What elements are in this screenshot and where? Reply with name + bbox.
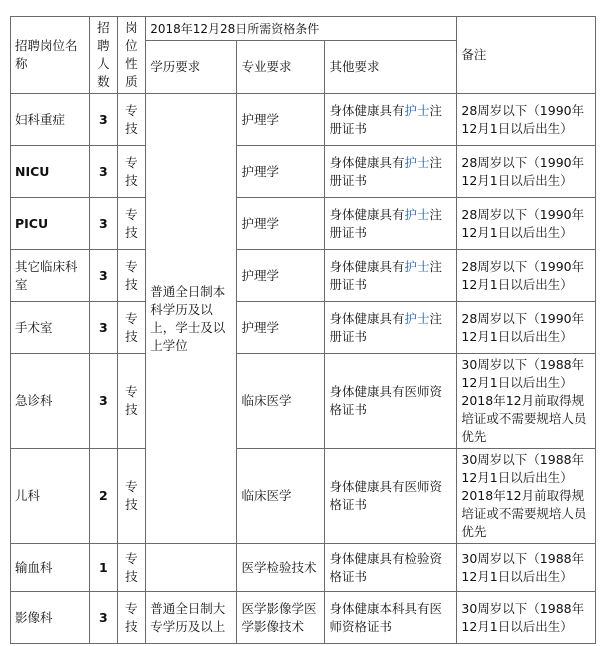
row-name: 儿科 (11, 449, 90, 544)
row-type: 专技 (117, 146, 146, 198)
row-major: 医学影像学医学影像技术 (237, 592, 325, 644)
row-major: 医学检验技术 (237, 544, 325, 592)
header-post-type: 岗位性质 (117, 17, 146, 94)
row-note: 30周岁以下（1988年12月1日以后出生）2018年12月前取得规培证或不需要规培人员优先 (457, 354, 596, 449)
row-num: 1 (90, 544, 117, 592)
row-num: 3 (90, 250, 117, 302)
row-name: 其它临床科室 (11, 250, 90, 302)
header-major: 专业要求 (237, 41, 325, 94)
row-num: 2 (90, 449, 117, 544)
row-other-highlight: 护士 (404, 310, 430, 326)
table-row (11, 449, 596, 544)
row-major: 护理学 (237, 302, 325, 354)
header-remark: 备注 (457, 17, 596, 94)
row-type: 专技 (117, 592, 146, 644)
row-type: 专技 (117, 354, 146, 449)
header-conditions-title: 2018年12月28日所需资格条件 (146, 17, 457, 41)
row-note: 30周岁以下（1988年12月1日以后出生） (457, 544, 596, 592)
row-other-text: 身体健康具有 (329, 206, 405, 222)
row-other (325, 146, 457, 198)
row-major: 临床医学 (237, 354, 325, 449)
row-num: 3 (90, 354, 117, 449)
row-name: PICU (11, 198, 90, 250)
row-type: 专技 (117, 449, 146, 544)
row-type: 专技 (117, 198, 146, 250)
row-other-text-end: 注册证书 (329, 258, 442, 292)
row-note: 28周岁以下（1990年12月1日以后出生） (457, 302, 596, 354)
row-num: 3 (90, 302, 117, 354)
row-other-text: 身体健康具有 (329, 154, 405, 170)
row-note: 28周岁以下（1990年12月1日以后出生） (457, 146, 596, 198)
row-other (325, 94, 457, 146)
row-type: 专技 (117, 250, 146, 302)
recruitment-table (10, 16, 596, 644)
education-blank (146, 544, 237, 592)
row-major: 护理学 (237, 146, 325, 198)
table-row (11, 198, 596, 250)
row-note: 30周岁以下（1988年12月1日以后出生）2018年12月前取得规培证或不需要规培人员优先 (457, 449, 596, 544)
table-row (11, 250, 596, 302)
row-num: 3 (90, 94, 117, 146)
row-other: 身体健康具有检验资格证书 (325, 544, 457, 592)
row-note: 28周岁以下（1990年12月1日以后出生） (457, 250, 596, 302)
header-post-name: 招聘岗位名称 (11, 17, 90, 94)
row-other (325, 302, 457, 354)
row-note: 30周岁以下（1988年12月1日以后出生） (457, 592, 596, 644)
row-name: 妇科重症 (11, 94, 90, 146)
row-major: 护理学 (237, 250, 325, 302)
row-other-text: 身体健康具有 (329, 310, 405, 326)
row-name: 手术室 (11, 302, 90, 354)
row-name: 影像科 (11, 592, 90, 644)
table-row (11, 146, 596, 198)
row-other: 身体健康具有医师资格证书 (325, 449, 457, 544)
header-headcount: 招聘人数 (90, 17, 117, 94)
row-other-text: 身体健康具有 (329, 102, 405, 118)
table-row (11, 302, 596, 354)
table-row (11, 592, 596, 644)
row-name: 输血科 (11, 544, 90, 592)
table-row (11, 544, 596, 592)
row-other-text-end: 注册证书 (329, 154, 442, 188)
row-num: 3 (90, 592, 117, 644)
row-type: 专技 (117, 302, 146, 354)
table-row (11, 94, 596, 146)
header-education: 学历要求 (146, 41, 237, 94)
row-num: 3 (90, 146, 117, 198)
row-other-highlight: 护士 (404, 258, 430, 274)
row-other: 身体健康本科具有医师资格证书 (325, 592, 457, 644)
row-major: 护理学 (237, 94, 325, 146)
row-other-text-end: 注册证书 (329, 310, 442, 344)
row-major: 临床医学 (237, 449, 325, 544)
row-name: NICU (11, 146, 90, 198)
table-row (11, 354, 596, 449)
header-row-1 (11, 17, 596, 41)
header-other: 其他要求 (325, 41, 457, 94)
row-other (325, 250, 457, 302)
row-other-highlight: 护士 (404, 206, 430, 222)
row-note: 28周岁以下（1990年12月1日以后出生） (457, 94, 596, 146)
row-num: 3 (90, 198, 117, 250)
row-other-highlight: 护士 (404, 102, 430, 118)
row-other: 身体健康具有医师资格证书 (325, 354, 457, 449)
row-type: 专技 (117, 94, 146, 146)
row-other-text-end: 注册证书 (329, 206, 442, 240)
row-other-text-end: 注册证书 (329, 102, 442, 136)
row-other (325, 198, 457, 250)
row-major: 护理学 (237, 198, 325, 250)
education-group-2: 普通全日制大专学历及以上 (146, 592, 237, 644)
row-type: 专技 (117, 544, 146, 592)
recruitment-table-wrapper (10, 16, 596, 644)
row-note: 28周岁以下（1990年12月1日以后出生） (457, 198, 596, 250)
row-name: 急诊科 (11, 354, 90, 449)
education-group-1: 普通全日制本科学历及以上，学士及以上学位 (146, 94, 237, 544)
row-other-text: 身体健康具有 (329, 258, 405, 274)
row-other-highlight: 护士 (404, 154, 430, 170)
